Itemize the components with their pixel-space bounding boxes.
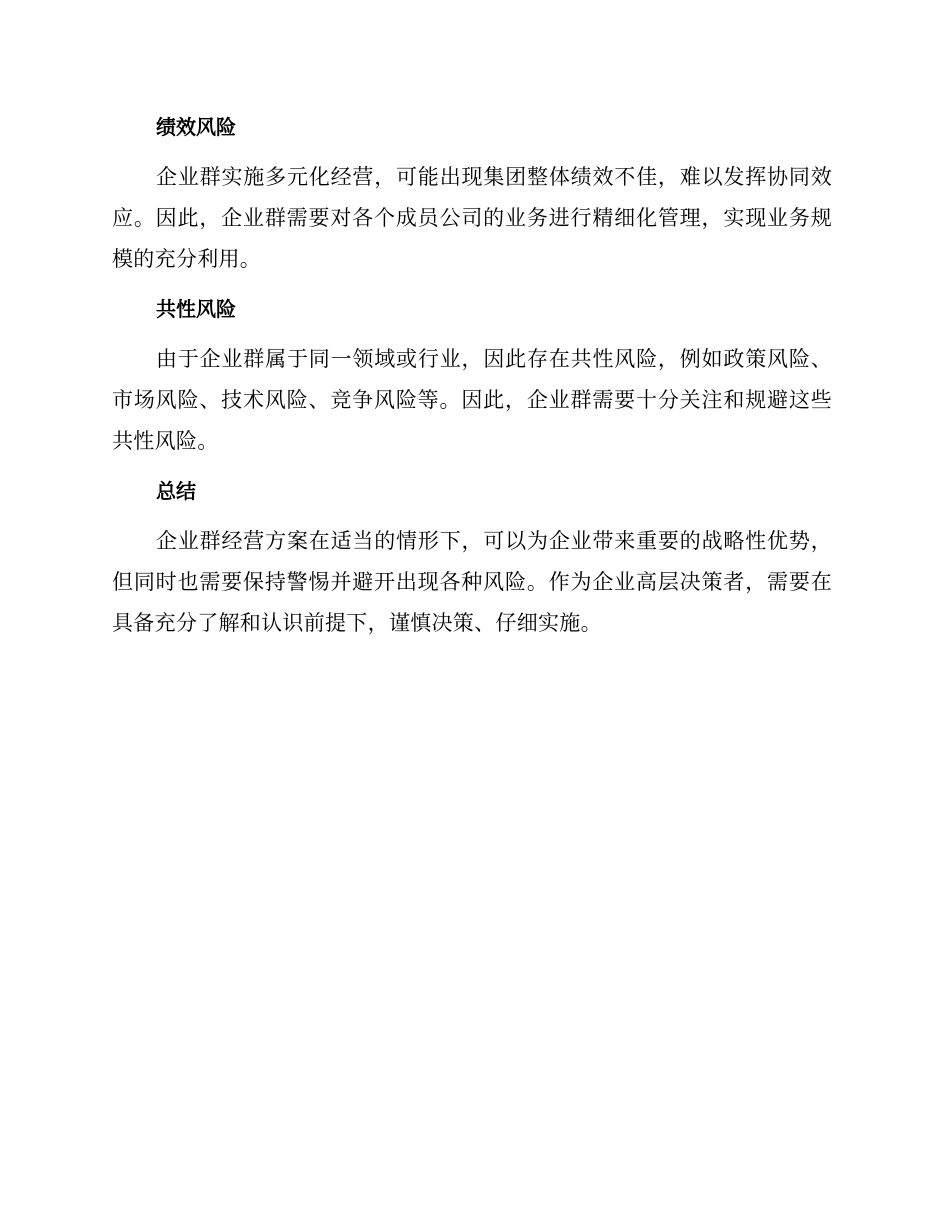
section-paragraph-performance-risk: 企业群实施多元化经营，可能出现集团整体绩效不佳，难以发挥协同效应。因此，企业群需要对各个成员公司的业务进行精细化管理，实现业务规模的充分利用。 (112, 165, 832, 271)
section-paragraph-common-risk: 由于企业群属于同一领域或行业，因此存在共性风险，例如政策风险、市场风险、技术风险、竞争风险等。因此，企业群需要十分关注和规避这些共性风险。 (112, 347, 832, 453)
document-body (112, 108, 832, 654)
section-heading-summary: 总结 (156, 479, 196, 503)
section-heading-performance-risk: 绩效风险 (156, 115, 236, 139)
section-heading-common-risk: 共性风险 (156, 297, 236, 321)
section-paragraph-summary: 企业群经营方案在适当的情形下，可以为企业带来重要的战略性优势，但同时也需要保持警惕并避开出现各种风险。作为企业高层决策者，需要在具备充分了解和认识前提下，谨慎决策、仔细实施。 (112, 529, 832, 635)
